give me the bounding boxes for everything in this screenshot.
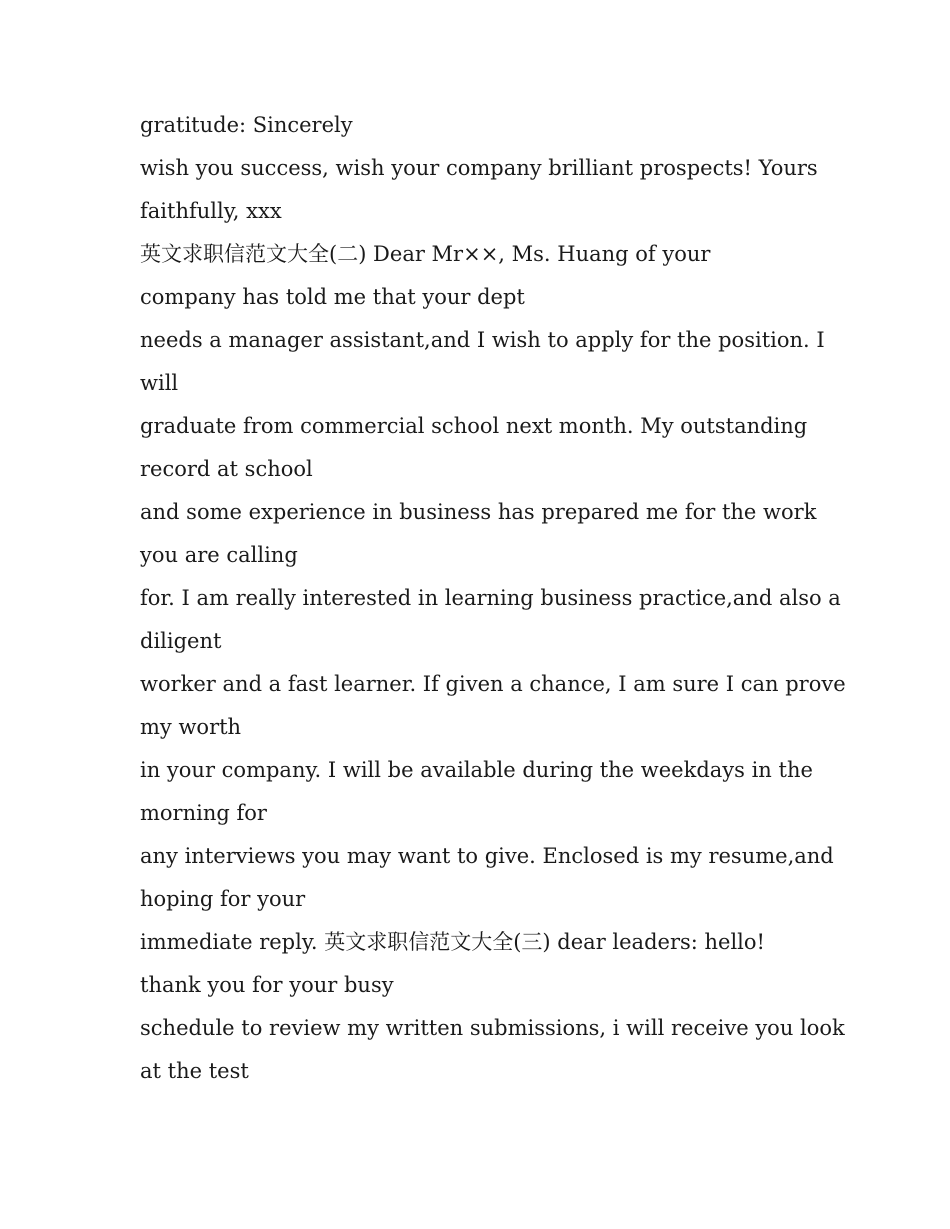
text-line: will — [140, 371, 179, 395]
text-line: any interviews you may want to give. Enclosed is my resume,and — [140, 844, 834, 868]
text-line: and some experience in business has prepared me for the work — [140, 500, 817, 524]
text-line: record at school — [140, 457, 313, 481]
text-line: worker and a fast learner. If given a chance, I am sure I can prove — [140, 672, 846, 696]
document-body — [140, 104, 846, 1093]
text-line: 英文求职信范文大全(二) Dear Mr××, Ms. Huang of your — [140, 242, 711, 266]
text-line: at the test — [140, 1059, 249, 1083]
text-line: graduate from commercial school next month. My outstanding — [140, 414, 808, 438]
text-line: for. I am really interested in learning business practice,and also a — [140, 586, 841, 610]
text-line: my worth — [140, 715, 242, 739]
text-line: company has told me that your dept — [140, 285, 525, 309]
text-line: immediate reply. 英文求职信范文大全(三) dear leaders: hello! — [140, 930, 765, 954]
text-line: morning for — [140, 801, 267, 825]
text-line: needs a manager assistant,and I wish to apply for the position. I — [140, 328, 825, 352]
text-line: faithfully, xxx — [140, 199, 282, 223]
text-line: you are calling — [140, 543, 298, 567]
text-line: gratitude: Sincerely — [140, 113, 353, 137]
text-line: hoping for your — [140, 887, 306, 911]
text-line: thank you for your busy — [140, 973, 394, 997]
text-line: wish you success, wish your company brilliant prospects! Yours — [140, 156, 818, 180]
text-line: in your company. I will be available during the weekdays in the — [140, 758, 813, 782]
text-line: schedule to review my written submissions, i will receive you look — [140, 1016, 845, 1040]
text-line: diligent — [140, 629, 222, 653]
